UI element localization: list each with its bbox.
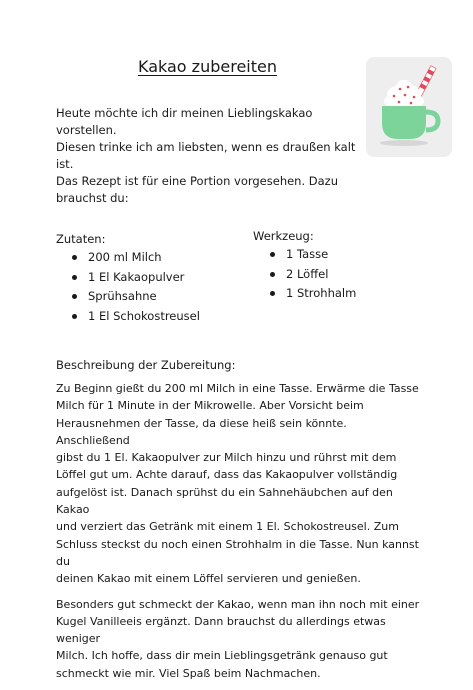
description-line: deinen Kakao mit einem Löffel servieren und genießen.	[56, 572, 361, 586]
description-line: schmeckt wie mir. Viel Spaß beim Nachmachen.	[56, 666, 321, 680]
intro-text	[56, 105, 356, 207]
intro-line: brauchst du:	[56, 191, 129, 205]
bullet-icon	[72, 255, 77, 260]
tool-label: 2 Löffel	[286, 266, 329, 281]
list-item	[270, 245, 356, 265]
tool-label: 1 Strohhalm	[286, 286, 357, 300]
list-item	[72, 307, 200, 327]
ingredients-heading: Zutaten:	[56, 232, 106, 246]
description-line: Schluss steckst du noch einen Strohhalm in die Tasse. Nun kannst du	[56, 537, 419, 568]
intro-line: Heute möchte ich dir meinen Lieblingskakao vorstellen.	[56, 106, 313, 137]
description-line: Herausnehmen der Tasse, da diese heiß sein könnte. Anschließend	[56, 416, 347, 447]
bullet-icon	[270, 291, 275, 296]
list-item	[270, 284, 356, 304]
list-item	[72, 268, 200, 288]
intro-line: Diesen trinke ich am liebsten, wenn es draußen kalt ist.	[56, 140, 356, 171]
bullet-icon	[270, 272, 275, 277]
list-item	[270, 265, 356, 285]
list-item	[72, 248, 200, 268]
cocoa-mug-illustration	[366, 57, 452, 157]
description-line: aufgelöst ist. Danach sprühst du ein Sahnehäubchen auf den Kakao	[56, 485, 393, 517]
ingredient-label: Sprühsahne	[88, 289, 157, 303]
ingredient-label: 1 El Kakaopulver	[88, 269, 185, 284]
bullet-icon	[72, 314, 77, 319]
tools-list	[270, 245, 356, 304]
description-line: Zu Beginn gießt du 200 ml Milch in eine Tasse. Erwärme die Tasse	[56, 382, 419, 395]
ingredients-list	[72, 248, 200, 326]
bullet-icon	[270, 252, 275, 257]
bullet-icon	[72, 294, 77, 299]
description-line: Milch. Ich hoffe, dass dir mein Lieblingsgetränk genauso gut	[56, 649, 388, 663]
list-item	[72, 287, 200, 307]
description-body	[56, 380, 420, 690]
ingredient-label: 1 El Schokostreusel	[88, 308, 200, 323]
description-line: Kugel Vanilleeis ergänzt. Dann brauchst du allerdings etwas weniger	[56, 614, 386, 646]
description-heading: Beschreibung der Zubereitung:	[56, 358, 236, 372]
cocoa-mug-icon	[366, 57, 452, 157]
tools-heading: Werkzeug:	[253, 229, 314, 243]
description-line: Besonders gut schmeckt der Kakao, wenn man ihn noch mit einer	[56, 597, 420, 611]
description-line: Milch für 1 Minute in der Mikrowelle. Aber Vorsicht beim	[56, 399, 364, 413]
page-title: Kakao zubereiten	[138, 57, 277, 76]
intro-line: Das Rezept ist für eine Portion vorgesehen. Dazu	[56, 174, 339, 188]
description-line: Löffel gut um. Achte darauf, dass das Kakaopulver vollständig	[56, 468, 398, 482]
bullet-icon	[72, 275, 77, 280]
ingredient-label: 200 ml Milch	[88, 250, 162, 264]
description-paragraph	[56, 596, 420, 682]
description-line: und verziert das Getränk mit einem 1 El. Schokostreusel. Zum	[56, 520, 399, 534]
tool-label: 1 Tasse	[286, 247, 329, 261]
description-line: gibst du 1 El. Kakaopulver zur Milch hinzu und rührst mit dem	[56, 451, 397, 465]
description-paragraph	[56, 380, 420, 588]
